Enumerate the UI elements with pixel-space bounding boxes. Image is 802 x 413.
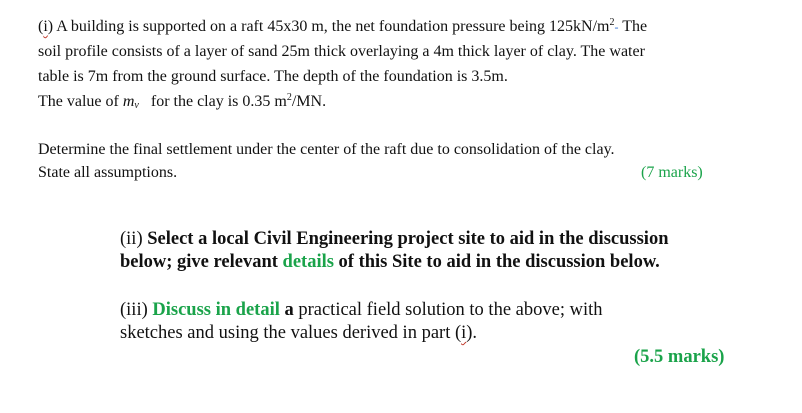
- part2-line1-text: Select a local Civil Engineering project site to aid in the discussion: [147, 229, 669, 249]
- part3-marker: (iii): [120, 300, 148, 320]
- part2-marker: (ii): [120, 229, 143, 249]
- part3-line2-i: i: [461, 323, 467, 343]
- part1-marker: i: [43, 18, 48, 35]
- part1-line1-sup: 2: [609, 17, 615, 28]
- part3-discuss: Discuss in detail: [152, 300, 280, 320]
- part1-line4: [38, 92, 326, 116]
- part2-line1: [120, 227, 668, 251]
- part2-line2-a: below; give relevant: [120, 252, 278, 272]
- part2-line2: [120, 250, 660, 274]
- part1-line6: State all assumptions.: [38, 164, 178, 181]
- part2-line2-b: of this Site to aid in the discussion below.: [338, 252, 660, 272]
- part1-line3: table is 7m from the ground surface. The depth of the foundation is 3.5m.: [38, 68, 508, 85]
- part1-line4-pre: The value of: [38, 93, 119, 110]
- part3-line2-b: ).: [466, 323, 478, 343]
- part3-line1: [120, 298, 602, 322]
- mv-letter: m: [122, 93, 135, 110]
- part1-line4-sup: 2: [286, 92, 292, 103]
- part1-line4-post: for the clay is 0.35 m: [150, 93, 287, 110]
- mv-subscript: v: [134, 100, 139, 111]
- part1-line4-end: /MN.: [291, 93, 327, 110]
- part1-line1-text: A building is supported on a raft 45x30 m, the net foundation pressure being 125kN/m: [56, 18, 610, 35]
- part3-line2: [120, 321, 477, 345]
- part1-marks: (7 marks): [641, 164, 703, 181]
- part1-line1-mark: ‐: [614, 20, 619, 34]
- part3-line1-c: practical field solution to the above; with: [298, 300, 603, 320]
- mv-symbol: [123, 93, 139, 110]
- part3-line1-b: a: [284, 300, 294, 320]
- part1-line2: soil profile consists of a layer of sand 25m thick overlaying a 4m thick layer of clay. The water: [38, 43, 645, 60]
- part1-line1: (i) A building is supported on a raft 45x30 m, the net foundation pressure being $125kN/m^2‐$ The: [38, 17, 648, 35]
- part2-details: details: [282, 252, 334, 272]
- part3-line2-a: sketches and using the values derived in part (: [120, 323, 462, 343]
- part1-line5: Determine the final settlement under the center of the raft due to consolidation of the clay.: [38, 141, 615, 158]
- part3-marks: (5.5 marks): [634, 347, 725, 367]
- part1-line1-post: The: [622, 18, 648, 35]
